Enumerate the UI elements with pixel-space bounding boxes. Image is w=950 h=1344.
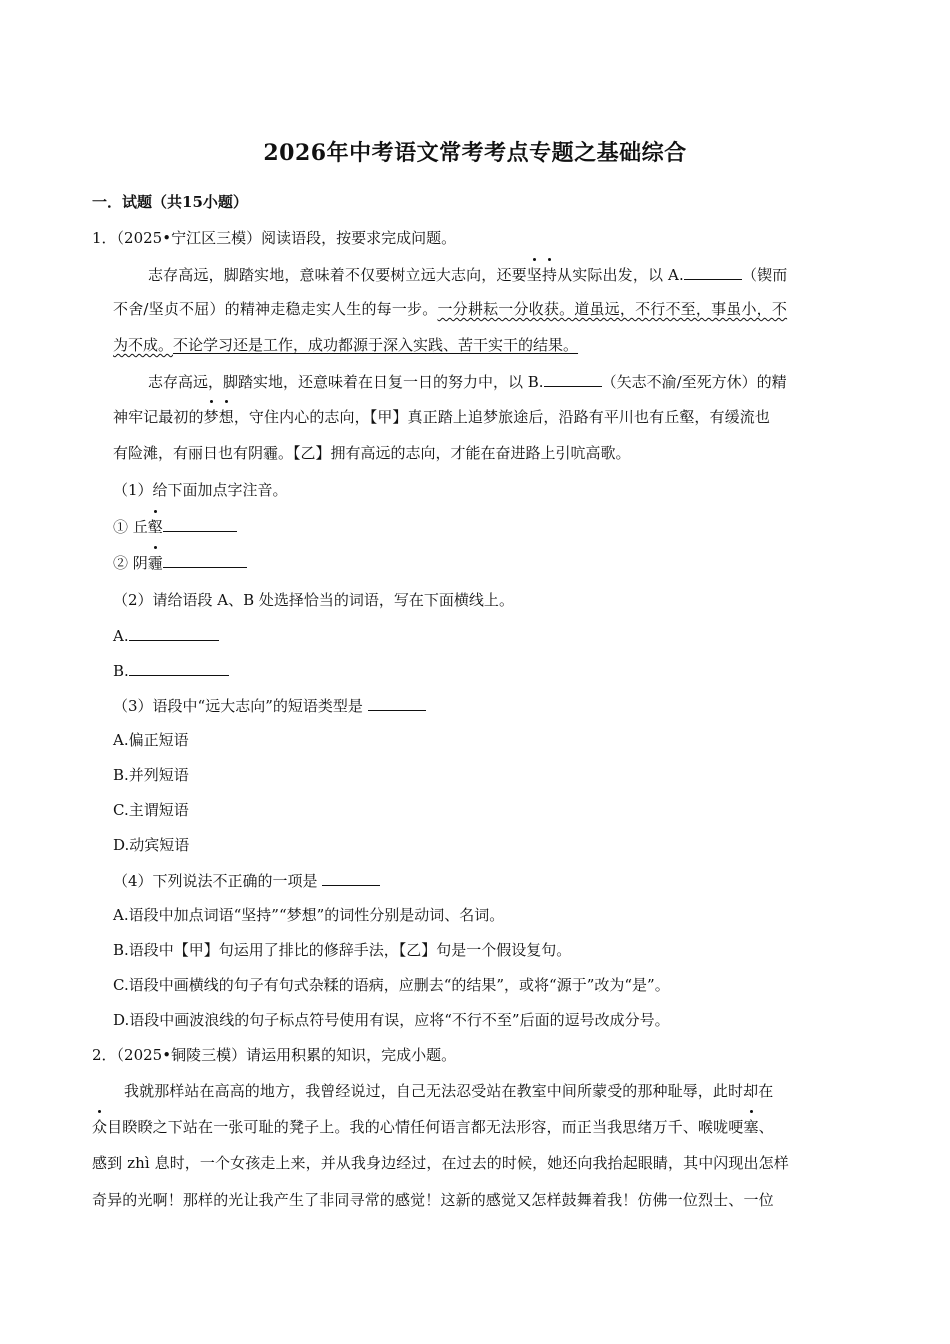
q1-para1-line1: 志存高远，脚踏实地，意味着不仅要树立远大志向，还要坚持从实际出发，以 A. （锲而 [148,266,788,284]
blank-line-b [544,371,602,387]
q1-para2-line1: 志存高远，脚踏实地，还意味着在日复一日的努力中，以 B. （矢志不渝/至死方休）的精 [148,373,787,391]
q2-header: 2．（2025•铜陵三模）请运用积累的知识，完成小题。 [92,1046,457,1064]
q1-para2-line2: 神牢记最初的梦想，守住内心的志向，【甲】真正踏上追梦旅途后，沿路有平川也有丘壑，有缓流也 [113,408,770,426]
q1-sub1-item-a: ① 丘壑 [113,516,237,537]
q1-sub3: （3）语段中“远大志向”的短语类型是 [113,695,426,716]
q1-sub4-option[interactable]: D.语段中画波浪线的句子标点符号使用有误，应将“不行不至”后面的逗号改成分号。 [113,1011,670,1029]
underlined-sentence: 不论学习还是工作，成功都源于深入实践、苦干实干的结果。 [173,336,579,354]
emphasis-char: 持 [541,266,558,284]
emphasis-char: 坚 [526,266,542,284]
q1-para1-line2: 不舍/坚贞不屈）的精神走稳走实人生的每一步。一分耕耘一分收获。道虽远，不行不至，事虽小，不 [113,300,788,318]
q1-header: 1．（2025•宁江区三模）阅读语段，按要求完成问题。 [92,229,457,247]
q2-line1: 我就那样站在高高的地方，我曾经说过，自己无法忍受站在教室中间所蒙受的那种耻辱，此时却在 [124,1082,774,1100]
section-heading: 一．试题（共15小题） [92,193,248,211]
q1-sub4-option[interactable]: B.语段中【甲】句运用了排比的修辞手法，【乙】句是一个假设复句。 [113,941,572,959]
q1-sub4-option[interactable]: A.语段中加点词语“坚持”“梦想”的词性分别是动词、名词。 [113,906,505,924]
q1-sub2-a: A. [113,625,219,646]
emphasis-char: 想 [218,408,234,426]
q1-sub3-option[interactable]: A.偏正短语 [113,731,189,749]
answer-blank[interactable] [163,516,237,532]
q1-sub4-option[interactable]: C.语段中画横线的句子有句式杂糅的语病，应删去“的结果”，或将“源于”改为“是”。 [113,976,670,994]
q2-line2: 众目睽睽之下站在一张可耻的凳子上。我的心情任何语言都无法形容，而正当我思绪万千、喉咙哽塞、 [92,1118,774,1136]
answer-blank[interactable] [322,870,380,886]
q1-sub3-option[interactable]: C.主谓短语 [113,801,189,819]
q1-para1-line3 [113,335,578,355]
q2-line4: 奇异的光啊！那样的光让我产生了非同寻常的感觉！这新的感觉又怎样鼓舞着我！仿佛一位烈士、一位 [92,1191,774,1209]
q1-sub1-item-b: ② 阴霾 [113,552,247,573]
wavy-underlined-text: 一分耕耘一分收获。道虽远，不行不至，事虽小，不 [437,300,788,318]
answer-blank[interactable] [368,695,426,711]
answer-blank[interactable] [163,552,247,568]
q1-sub3-option[interactable]: B.并列短语 [113,766,189,784]
wavy-underlined-text: 为不成。 [113,336,174,354]
q1-sub1: （1）给下面加点字注音。 [113,481,288,499]
answer-blank[interactable] [129,625,219,641]
q1-sub2-b: B. [113,660,229,681]
q1-sub4: （4）下列说法不正确的一项是 [113,870,380,891]
emphasis-char: 梦 [203,408,219,426]
emphasis-char: 霾 [147,554,163,572]
q2-line3: 感到 zhì 息时，一个女孩走上来，并从我身边经过，在过去的时候，她还向我抬起眼睛，其中闪现出怎样 [92,1154,789,1172]
q1-sub3-option[interactable]: D.动宾短语 [113,836,190,854]
emphasis-char: 塞 [743,1118,759,1136]
emphasis-char: 众 [92,1118,108,1136]
q1-sub2: （2）请给语段 A、B 处选择恰当的词语，写在下面横线上。 [113,591,514,609]
q1-para2-line3: 有险滩，有丽日也有阴霾。【乙】拥有高远的志向，才能在奋进路上引吭高歌。 [113,444,631,462]
page-title: 2026年中考语文常考考点专题之基础综合 [263,140,687,166]
blank-line-a [684,264,742,280]
emphasis-char: 壑 [147,518,163,536]
answer-blank[interactable] [129,660,229,676]
